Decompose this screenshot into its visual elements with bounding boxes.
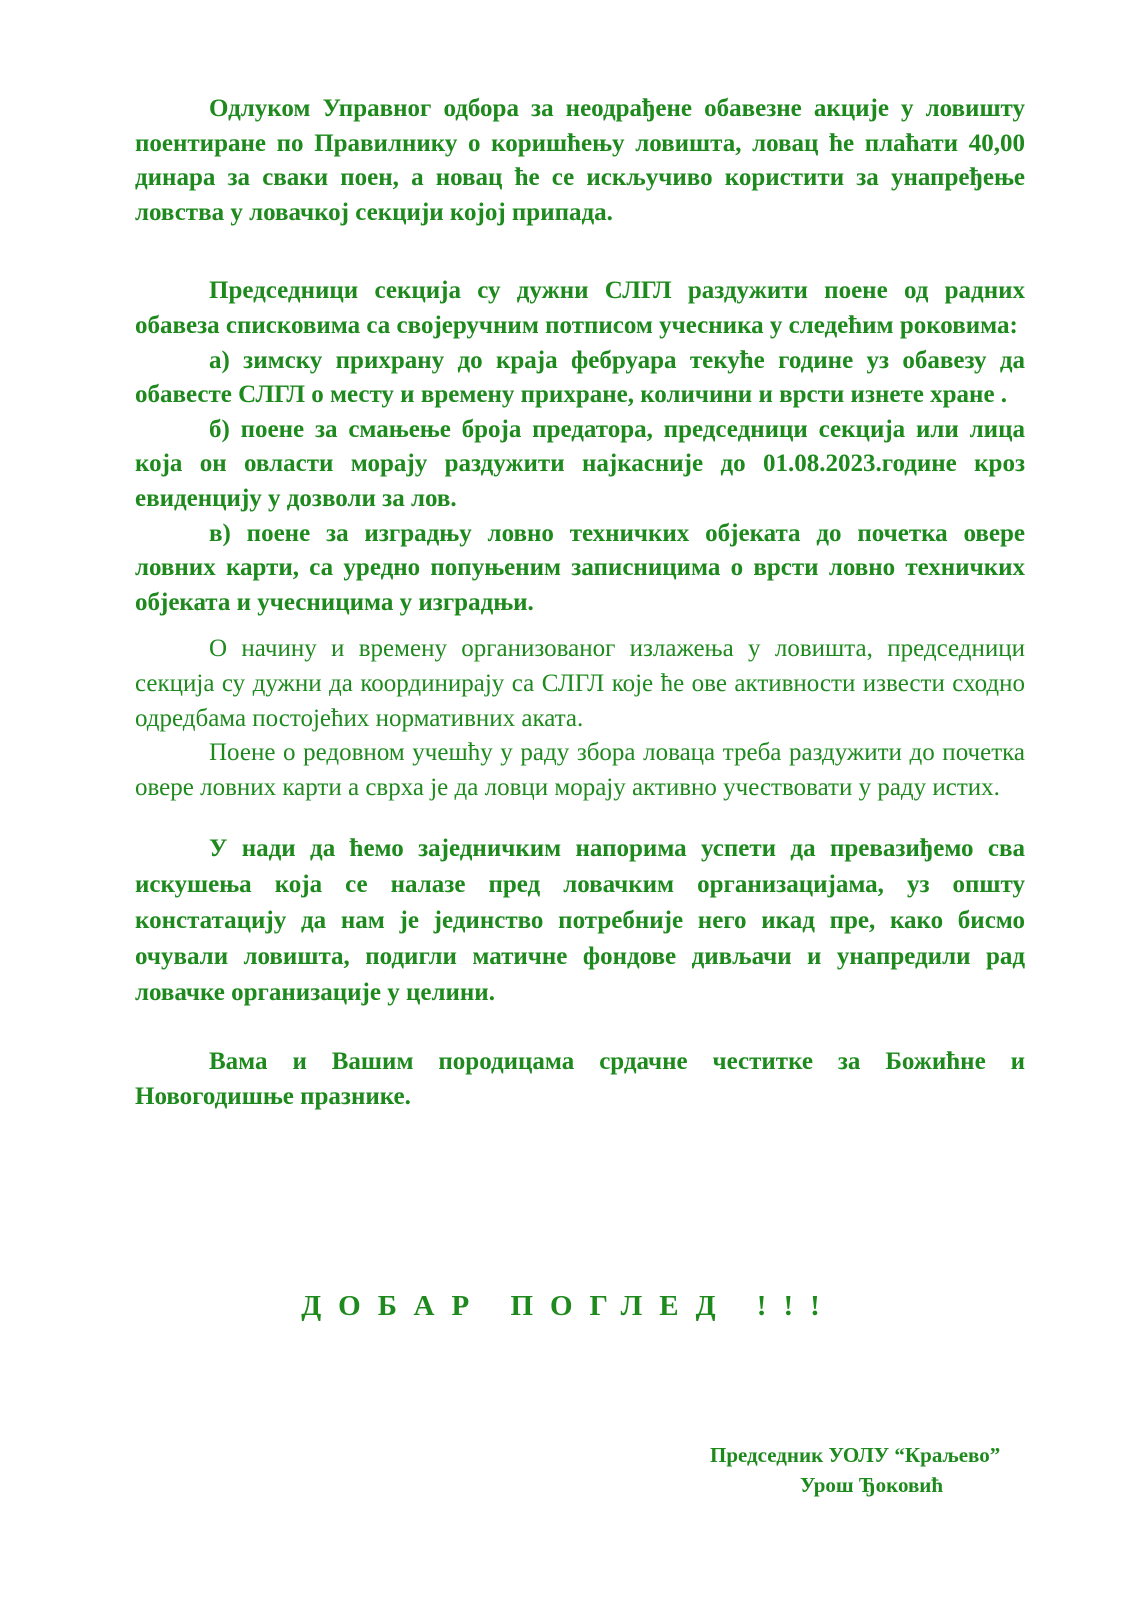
paragraph-item-a: а) зимску прихрану до краја фебруара текуће године уз обавезу да обавесте СЛГЛ о месту и времену прихране, количини и врсти изнете хране . xyxy=(135,346,1025,409)
paragraph-hope: У нади да ћемо заједничким напорима успети да превазиђемо сва искушења која се налазе пред ловачким организацијама, уз општу констатацију да нам је јединство потребније него икад пре, како бисмо очували ловишта, подигли матичне фондове дивљачи и унапредили рад ловачке организације у целини. xyxy=(135,835,1025,1007)
signature-title: Председник УОЛУ “Краљево” xyxy=(710,1443,1001,1467)
paragraph-organized-hunts: О начину и времену организованог излажења у ловишта, председници секција су дужни да координирају са СЛГЛ које ће ове активности извести сходно одредбама постојећих нормативних аката. xyxy=(135,635,1025,732)
paragraph-assembly-participation: Поене о редовном учешћу у раду збора ловаца треба раздужити до почетка овере ловних карти а сврха је да ловци морају активно учествовати у раду истих. xyxy=(135,739,1025,801)
signature-block xyxy=(710,1440,1070,1500)
paragraph-item-b: б) поене за смањење броја предатора, председници секција или лица која он овласти морају раздужити најкасније до 01.08.2023.године кроз евиденцију у дозволи за лов. xyxy=(135,415,1025,512)
closing-slogan: ДОБАР ПОГЛЕД !!! xyxy=(301,1290,837,1322)
signature-name: Урош Ђоковић xyxy=(800,1473,944,1497)
paragraph-deadlines-intro: Председници секција су дужни СЛГЛ раздужити поене од радних обавеза списковима са својеручним потписом учесника у следећим роковима: xyxy=(135,277,1025,339)
paragraph-fee-decision: Одлуком Управног одбора за неодрађене обавезне акције у ловишту поентиране по Правилнику о коришћењу ловишта, ловац ће плаћати 40,00 динара за сваки поен, а новац ће се искључиво користити за унапређење ловства у ловачкој секцији којој припада. xyxy=(135,95,1025,226)
letter-body xyxy=(135,92,1025,1114)
paragraph-greetings: Вама и Вашим породицама срдачне честитке за Божићне и Новогодишње празнике. xyxy=(135,1048,1025,1110)
paragraph-item-c: в) поене за изградњу ловно техничких објеката до почетка овере ловних карти, са уредно попуњеним записницима о врсти ловно техничких објеката и учесницима у изградњи. xyxy=(135,519,1025,616)
